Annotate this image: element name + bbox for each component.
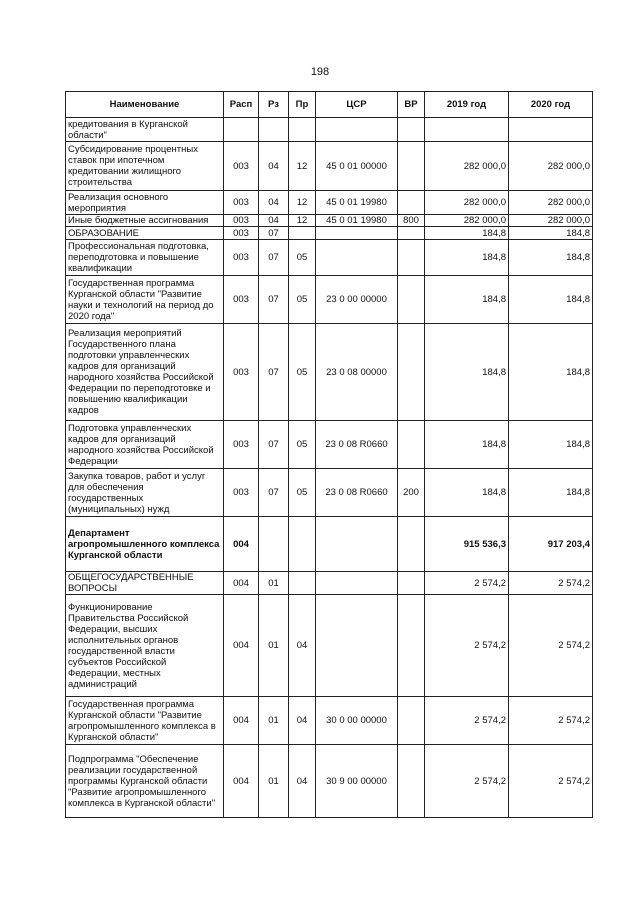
row-2020-cell: 184,8 bbox=[509, 421, 593, 469]
row-name-cell: Департамент агропромышленного комплекса Курганской области bbox=[66, 517, 224, 572]
row-csr-cell: 23 0 08 00000 bbox=[316, 324, 398, 421]
row-rasp-cell: 004 bbox=[224, 572, 259, 595]
row-2019-cell: 184,8 bbox=[425, 227, 509, 240]
row-rz-cell: 07 bbox=[259, 240, 289, 276]
row-2019-cell: 2 574,2 bbox=[425, 595, 509, 697]
page-number: 198 bbox=[310, 66, 330, 78]
row-name-cell: Функционирование Правительства Российской Федерации, высших исполнительных органов государственной власти субъектов Российской Федерации, местных администраций bbox=[66, 595, 224, 697]
table-row bbox=[66, 595, 593, 697]
row-2019-cell: 184,8 bbox=[425, 240, 509, 276]
row-2020-cell: 282 000,0 bbox=[509, 142, 593, 191]
row-csr-cell bbox=[316, 517, 398, 572]
column-header-vr: ВР bbox=[398, 92, 425, 118]
row-name-cell: Государственная программа Курганской области "Развитие агропромышленного комплекса в Курганской области" bbox=[66, 697, 224, 745]
column-header-rz: Рз bbox=[259, 92, 289, 118]
row-vr-cell bbox=[398, 324, 425, 421]
row-rasp-cell bbox=[224, 118, 259, 142]
table-row bbox=[66, 142, 593, 191]
row-csr-cell: 23 0 00 00000 bbox=[316, 276, 398, 324]
row-pr-cell: 05 bbox=[289, 276, 316, 324]
row-rasp-cell: 004 bbox=[224, 517, 259, 572]
row-rz-cell: 07 bbox=[259, 469, 289, 517]
row-rz-cell: 01 bbox=[259, 745, 289, 818]
budget-table bbox=[65, 91, 593, 818]
row-2020-cell: 2 574,2 bbox=[509, 697, 593, 745]
row-csr-cell bbox=[316, 240, 398, 276]
row-pr-cell bbox=[289, 227, 316, 240]
row-name-cell: Подготовка управленческих кадров для организаций народного хозяйства Российской Федерации bbox=[66, 421, 224, 469]
column-header-pr: Пр bbox=[289, 92, 316, 118]
row-rz-cell: 01 bbox=[259, 595, 289, 697]
row-rasp-cell: 003 bbox=[224, 215, 259, 227]
row-2019-cell: 282 000,0 bbox=[425, 191, 509, 215]
row-csr-cell: 30 9 00 00000 bbox=[316, 745, 398, 818]
row-2019-cell: 282 000,0 bbox=[425, 215, 509, 227]
row-2019-cell bbox=[425, 118, 509, 142]
row-2019-cell: 184,8 bbox=[425, 421, 509, 469]
row-2020-cell bbox=[509, 118, 593, 142]
row-csr-cell: 45 0 01 19980 bbox=[316, 215, 398, 227]
table-row bbox=[66, 118, 593, 142]
row-rz-cell: 01 bbox=[259, 572, 289, 595]
row-pr-cell: 12 bbox=[289, 191, 316, 215]
row-vr-cell bbox=[398, 745, 425, 818]
row-csr-cell: 23 0 08 R0660 bbox=[316, 469, 398, 517]
row-rz-cell: 01 bbox=[259, 697, 289, 745]
row-vr-cell bbox=[398, 595, 425, 697]
row-name-cell: ОБРАЗОВАНИЕ bbox=[66, 227, 224, 240]
row-vr-cell bbox=[398, 142, 425, 191]
row-2020-cell: 2 574,2 bbox=[509, 572, 593, 595]
table-row bbox=[66, 276, 593, 324]
row-rasp-cell: 003 bbox=[224, 240, 259, 276]
table-row bbox=[66, 227, 593, 240]
row-2020-cell: 282 000,0 bbox=[509, 191, 593, 215]
row-rz-cell: 07 bbox=[259, 421, 289, 469]
row-vr-cell bbox=[398, 227, 425, 240]
row-rasp-cell: 004 bbox=[224, 697, 259, 745]
column-header-name: Наименование bbox=[66, 92, 224, 118]
row-name-cell: Профессиональная подготовка, переподготовка и повышение квалификации bbox=[66, 240, 224, 276]
row-csr-cell bbox=[316, 118, 398, 142]
row-name-cell: Иные бюджетные ассигнования bbox=[66, 215, 224, 227]
row-2020-cell: 184,8 bbox=[509, 469, 593, 517]
table-row bbox=[66, 191, 593, 215]
row-name-cell: Подпрограмма "Обеспечение реализации государственной программы Курганской области "Развитие агропромышленного комплекса в Курганской области" bbox=[66, 745, 224, 818]
row-2019-cell: 2 574,2 bbox=[425, 572, 509, 595]
row-vr-cell bbox=[398, 572, 425, 595]
row-rz-cell: 04 bbox=[259, 215, 289, 227]
column-header-rasp: Расп bbox=[224, 92, 259, 118]
table-row bbox=[66, 324, 593, 421]
row-pr-cell: 04 bbox=[289, 745, 316, 818]
row-name-cell: Реализация мероприятий Государственного плана подготовки управленческих кадров для организаций народного хозяйства Российской Федерации по переподготовке и повышению квалификации кадров bbox=[66, 324, 224, 421]
row-2020-cell: 184,8 bbox=[509, 276, 593, 324]
row-vr-cell bbox=[398, 517, 425, 572]
row-2020-cell: 2 574,2 bbox=[509, 595, 593, 697]
row-vr-cell bbox=[398, 697, 425, 745]
row-rasp-cell: 003 bbox=[224, 142, 259, 191]
row-rz-cell: 07 bbox=[259, 276, 289, 324]
row-csr-cell bbox=[316, 227, 398, 240]
row-csr-cell: 30 0 00 00000 bbox=[316, 697, 398, 745]
row-2019-cell: 915 536,3 bbox=[425, 517, 509, 572]
row-pr-cell: 12 bbox=[289, 215, 316, 227]
row-rasp-cell: 003 bbox=[224, 324, 259, 421]
row-pr-cell bbox=[289, 118, 316, 142]
row-2020-cell: 282 000,0 bbox=[509, 215, 593, 227]
row-pr-cell: 05 bbox=[289, 421, 316, 469]
column-header-2019: 2019 год bbox=[425, 92, 509, 118]
row-csr-cell: 23 0 08 R0660 bbox=[316, 421, 398, 469]
row-rasp-cell: 003 bbox=[224, 421, 259, 469]
table-body bbox=[66, 118, 593, 818]
row-rasp-cell: 004 bbox=[224, 745, 259, 818]
row-pr-cell: 12 bbox=[289, 142, 316, 191]
row-pr-cell: 05 bbox=[289, 240, 316, 276]
row-rasp-cell: 004 bbox=[224, 595, 259, 697]
row-rasp-cell: 003 bbox=[224, 191, 259, 215]
table-row bbox=[66, 697, 593, 745]
row-vr-cell bbox=[398, 276, 425, 324]
row-vr-cell bbox=[398, 421, 425, 469]
row-name-cell: Реализация основного мероприятия bbox=[66, 191, 224, 215]
table-row bbox=[66, 745, 593, 818]
row-csr-cell bbox=[316, 595, 398, 697]
row-2019-cell: 282 000,0 bbox=[425, 142, 509, 191]
table-header-row bbox=[66, 92, 593, 118]
row-name-cell: ОБЩЕГОСУДАРСТВЕННЫЕ ВОПРОСЫ bbox=[66, 572, 224, 595]
row-2019-cell: 2 574,2 bbox=[425, 697, 509, 745]
row-csr-cell: 45 0 01 00000 bbox=[316, 142, 398, 191]
row-vr-cell bbox=[398, 118, 425, 142]
row-vr-cell bbox=[398, 191, 425, 215]
row-2019-cell: 184,8 bbox=[425, 469, 509, 517]
row-name-cell: кредитования в Курганской области" bbox=[66, 118, 224, 142]
row-rz-cell bbox=[259, 118, 289, 142]
row-pr-cell: 04 bbox=[289, 595, 316, 697]
row-rz-cell: 07 bbox=[259, 324, 289, 421]
row-2020-cell: 184,8 bbox=[509, 240, 593, 276]
row-vr-cell bbox=[398, 240, 425, 276]
column-header-2020: 2020 год bbox=[509, 92, 593, 118]
table-row bbox=[66, 215, 593, 227]
row-rz-cell bbox=[259, 517, 289, 572]
row-2019-cell: 184,8 bbox=[425, 324, 509, 421]
row-2020-cell: 2 574,2 bbox=[509, 745, 593, 818]
row-pr-cell bbox=[289, 572, 316, 595]
table-row bbox=[66, 517, 593, 572]
row-rasp-cell: 003 bbox=[224, 276, 259, 324]
row-vr-cell: 200 bbox=[398, 469, 425, 517]
table-row bbox=[66, 421, 593, 469]
row-rz-cell: 04 bbox=[259, 142, 289, 191]
row-rasp-cell: 003 bbox=[224, 469, 259, 517]
row-pr-cell: 05 bbox=[289, 324, 316, 421]
table-row bbox=[66, 469, 593, 517]
row-rz-cell: 07 bbox=[259, 227, 289, 240]
row-2020-cell: 184,8 bbox=[509, 324, 593, 421]
column-header-csr: ЦСР bbox=[316, 92, 398, 118]
row-pr-cell: 05 bbox=[289, 469, 316, 517]
table-row bbox=[66, 572, 593, 595]
row-rz-cell: 04 bbox=[259, 191, 289, 215]
row-2019-cell: 184,8 bbox=[425, 276, 509, 324]
row-2020-cell: 184,8 bbox=[509, 227, 593, 240]
row-name-cell: Закупка товаров, работ и услуг для обеспечения государственных (муниципальных) нужд bbox=[66, 469, 224, 517]
row-csr-cell: 45 0 01 19980 bbox=[316, 191, 398, 215]
row-vr-cell: 800 bbox=[398, 215, 425, 227]
row-2020-cell: 917 203,4 bbox=[509, 517, 593, 572]
table-row bbox=[66, 240, 593, 276]
row-csr-cell bbox=[316, 572, 398, 595]
row-name-cell: Государственная программа Курганской области "Развитие науки и технологий на период до 2020 года" bbox=[66, 276, 224, 324]
row-2019-cell: 2 574,2 bbox=[425, 745, 509, 818]
row-name-cell: Субсидирование процентных ставок при ипотечном кредитовании жилищного строительства bbox=[66, 142, 224, 191]
row-pr-cell bbox=[289, 517, 316, 572]
row-pr-cell: 04 bbox=[289, 697, 316, 745]
row-rasp-cell: 003 bbox=[224, 227, 259, 240]
